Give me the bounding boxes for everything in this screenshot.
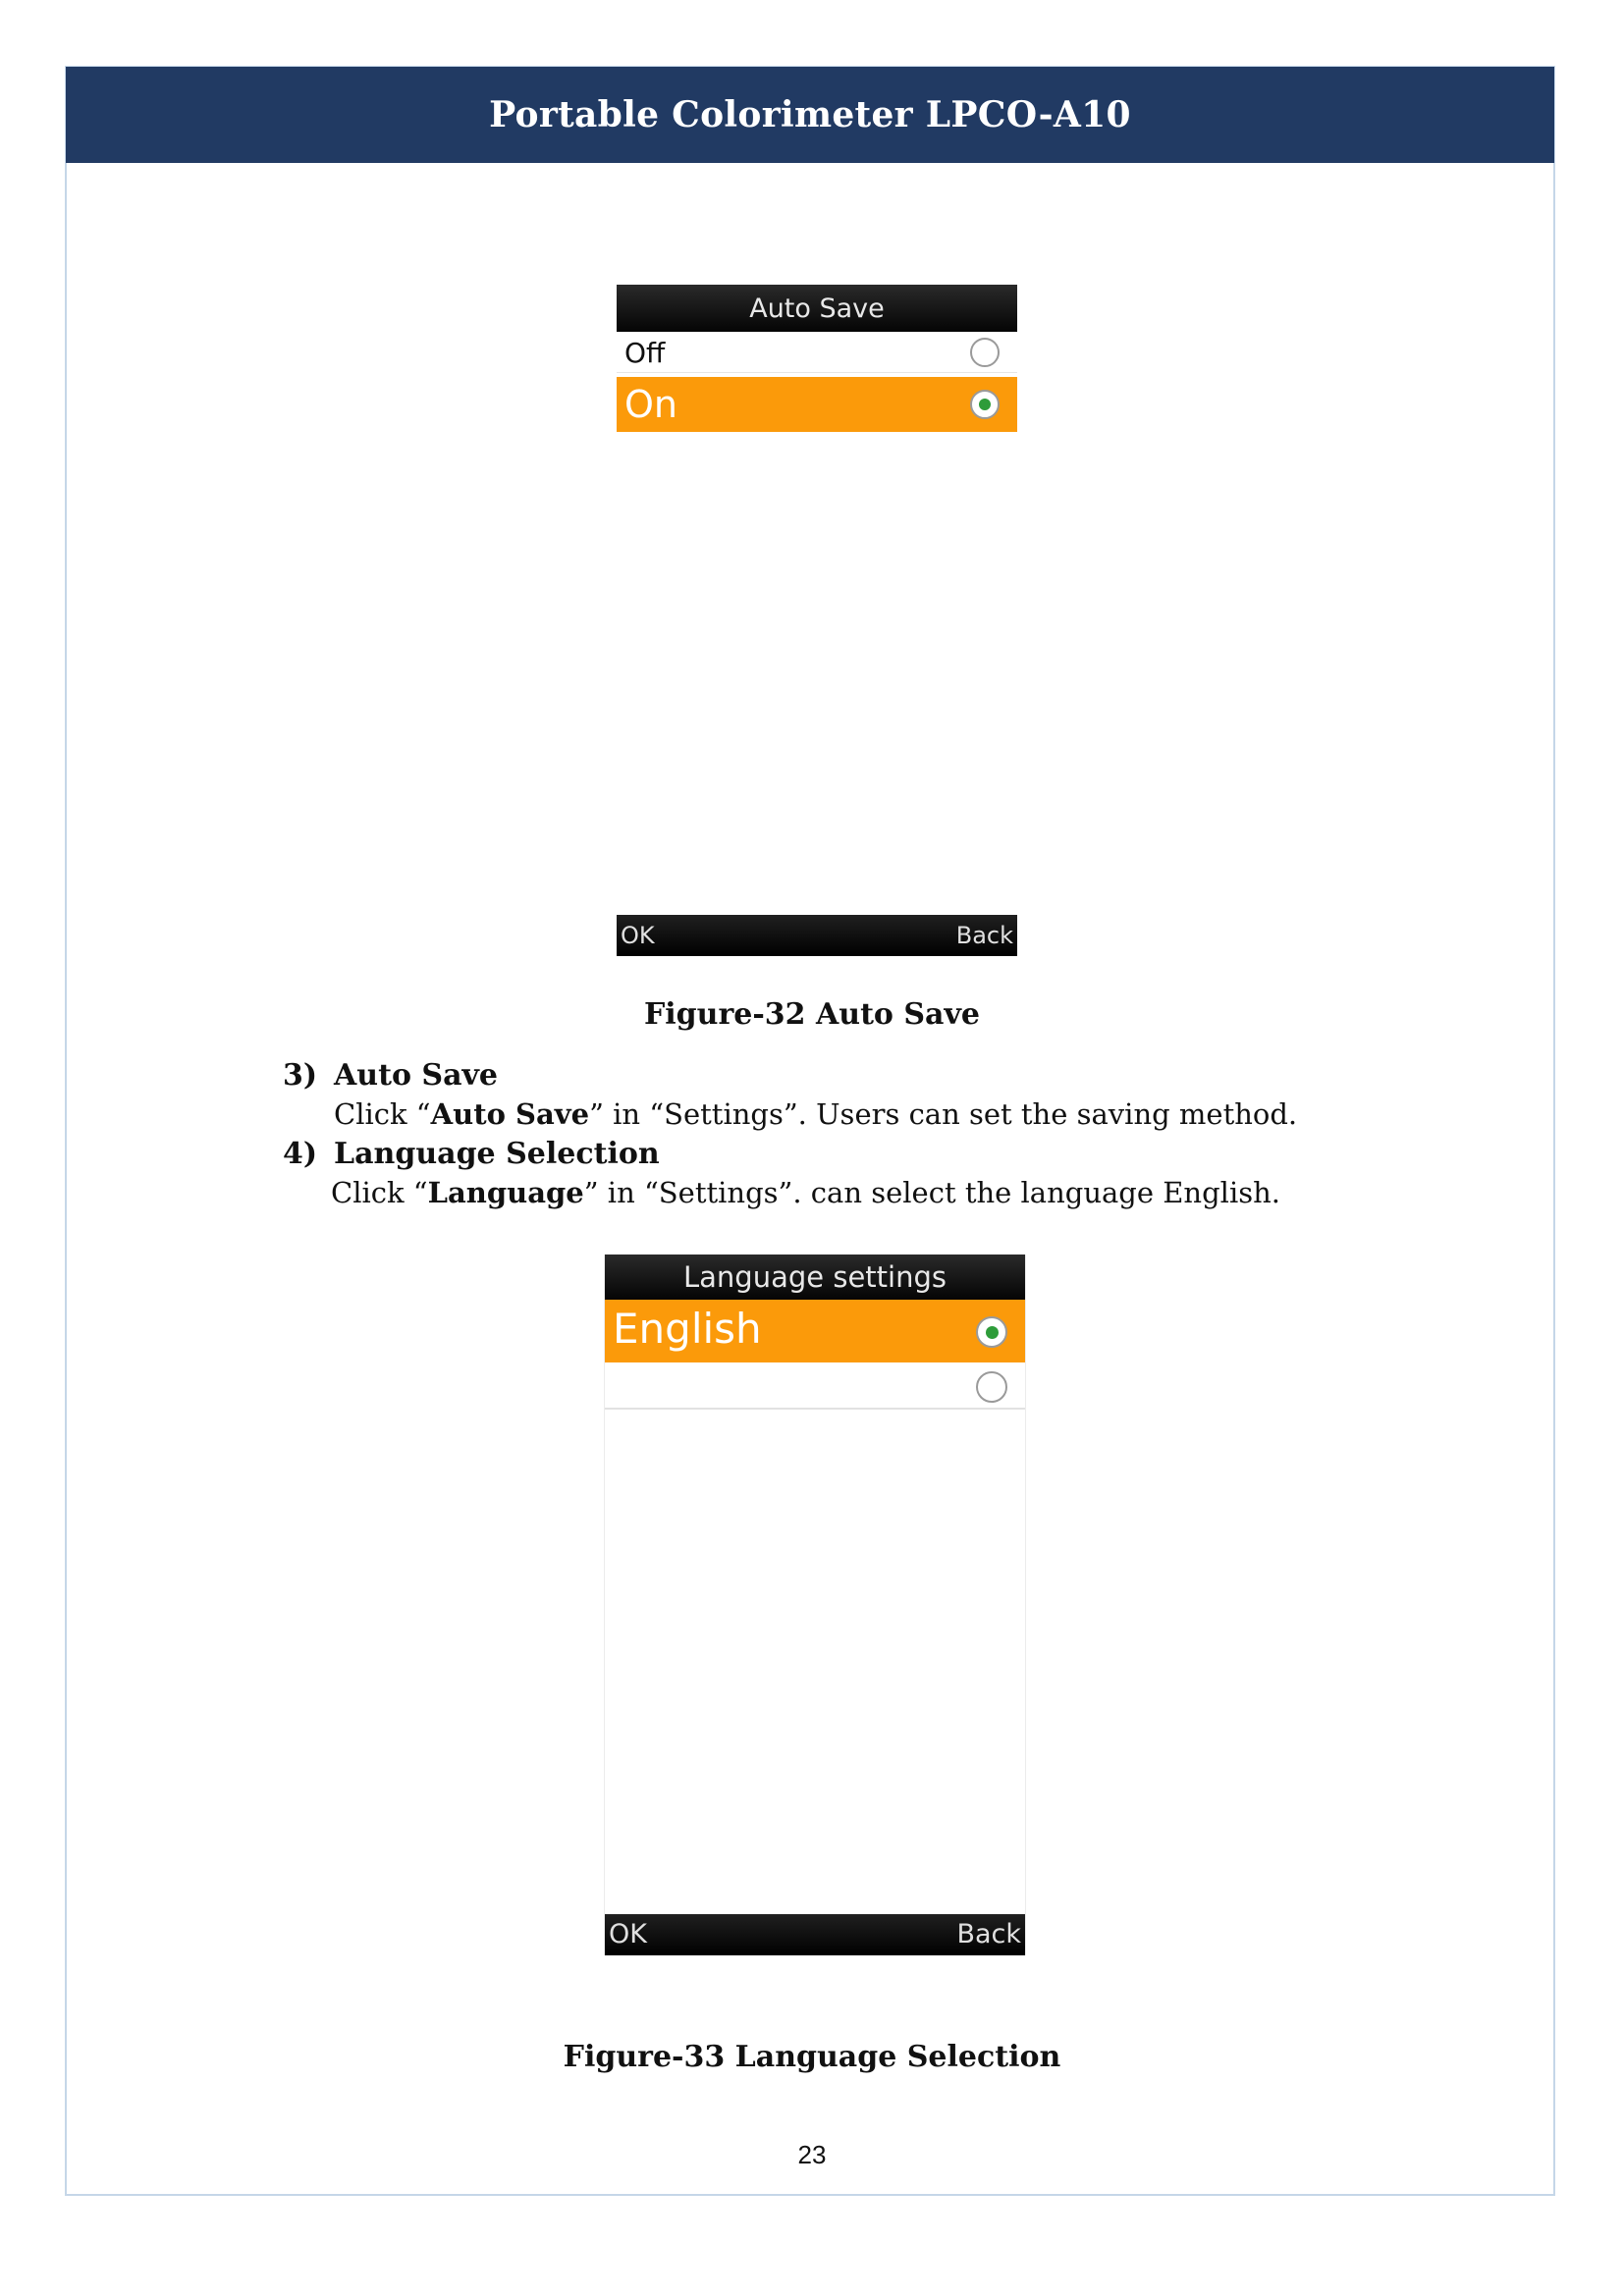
option-english[interactable] (605, 1300, 1025, 1362)
radio-selected-icon[interactable] (976, 1316, 1007, 1348)
screen-title-bar (605, 1255, 1025, 1300)
ok-softkey[interactable]: OK (609, 1919, 647, 1949)
para-text: ” in “Settings”. Users can set the saving method. (589, 1097, 1298, 1131)
para-text: ” in “Settings”. can select the language English. (583, 1176, 1280, 1209)
option-label: On (624, 383, 677, 426)
section-number: 4) (283, 1137, 318, 1171)
section-title: Language Selection (334, 1137, 660, 1171)
screen-title: Auto Save (749, 293, 885, 324)
option-off[interactable] (617, 332, 1017, 373)
softkey-bar (617, 915, 1017, 956)
ok-softkey[interactable]: OK (621, 922, 655, 949)
page-number: 23 (797, 2140, 827, 2169)
option-on[interactable] (617, 377, 1017, 432)
document-header (66, 67, 1554, 163)
auto-save-screen (617, 285, 1017, 956)
section-heading-auto-save (283, 1058, 498, 1093)
back-softkey[interactable]: Back (955, 922, 1013, 949)
section-heading-language (283, 1137, 660, 1171)
para-text: Click “ (334, 1097, 431, 1131)
section-number: 3) (283, 1058, 318, 1093)
auto-save-paragraph (334, 1097, 1297, 1131)
language-settings-screen (604, 1255, 1026, 1955)
softkey-bar (605, 1914, 1025, 1955)
figure-33-caption: Figure-33 Language Selection (563, 2040, 1061, 2074)
screen-title: Language settings (683, 1260, 947, 1294)
radio-unselected-icon[interactable] (970, 338, 1000, 367)
section-title: Auto Save (334, 1058, 499, 1093)
para-text: Click “ (331, 1176, 428, 1209)
para-bold-term: Auto Save (430, 1097, 590, 1131)
radio-dot-icon (979, 399, 991, 410)
option-label: Off (624, 337, 666, 369)
radio-selected-icon[interactable] (970, 390, 1000, 419)
screen-title-bar (617, 285, 1017, 332)
radio-dot-icon (986, 1326, 999, 1339)
option-label: English (613, 1305, 762, 1353)
para-bold-term: Language (427, 1176, 584, 1209)
radio-unselected-icon[interactable] (976, 1371, 1007, 1403)
option-empty[interactable] (605, 1364, 1025, 1410)
figure-32-caption: Figure-32 Auto Save (643, 997, 981, 1032)
back-softkey[interactable]: Back (956, 1919, 1021, 1949)
document-title: Portable Colorimeter LPCO-A10 (489, 94, 1131, 135)
language-paragraph (331, 1176, 1280, 1209)
